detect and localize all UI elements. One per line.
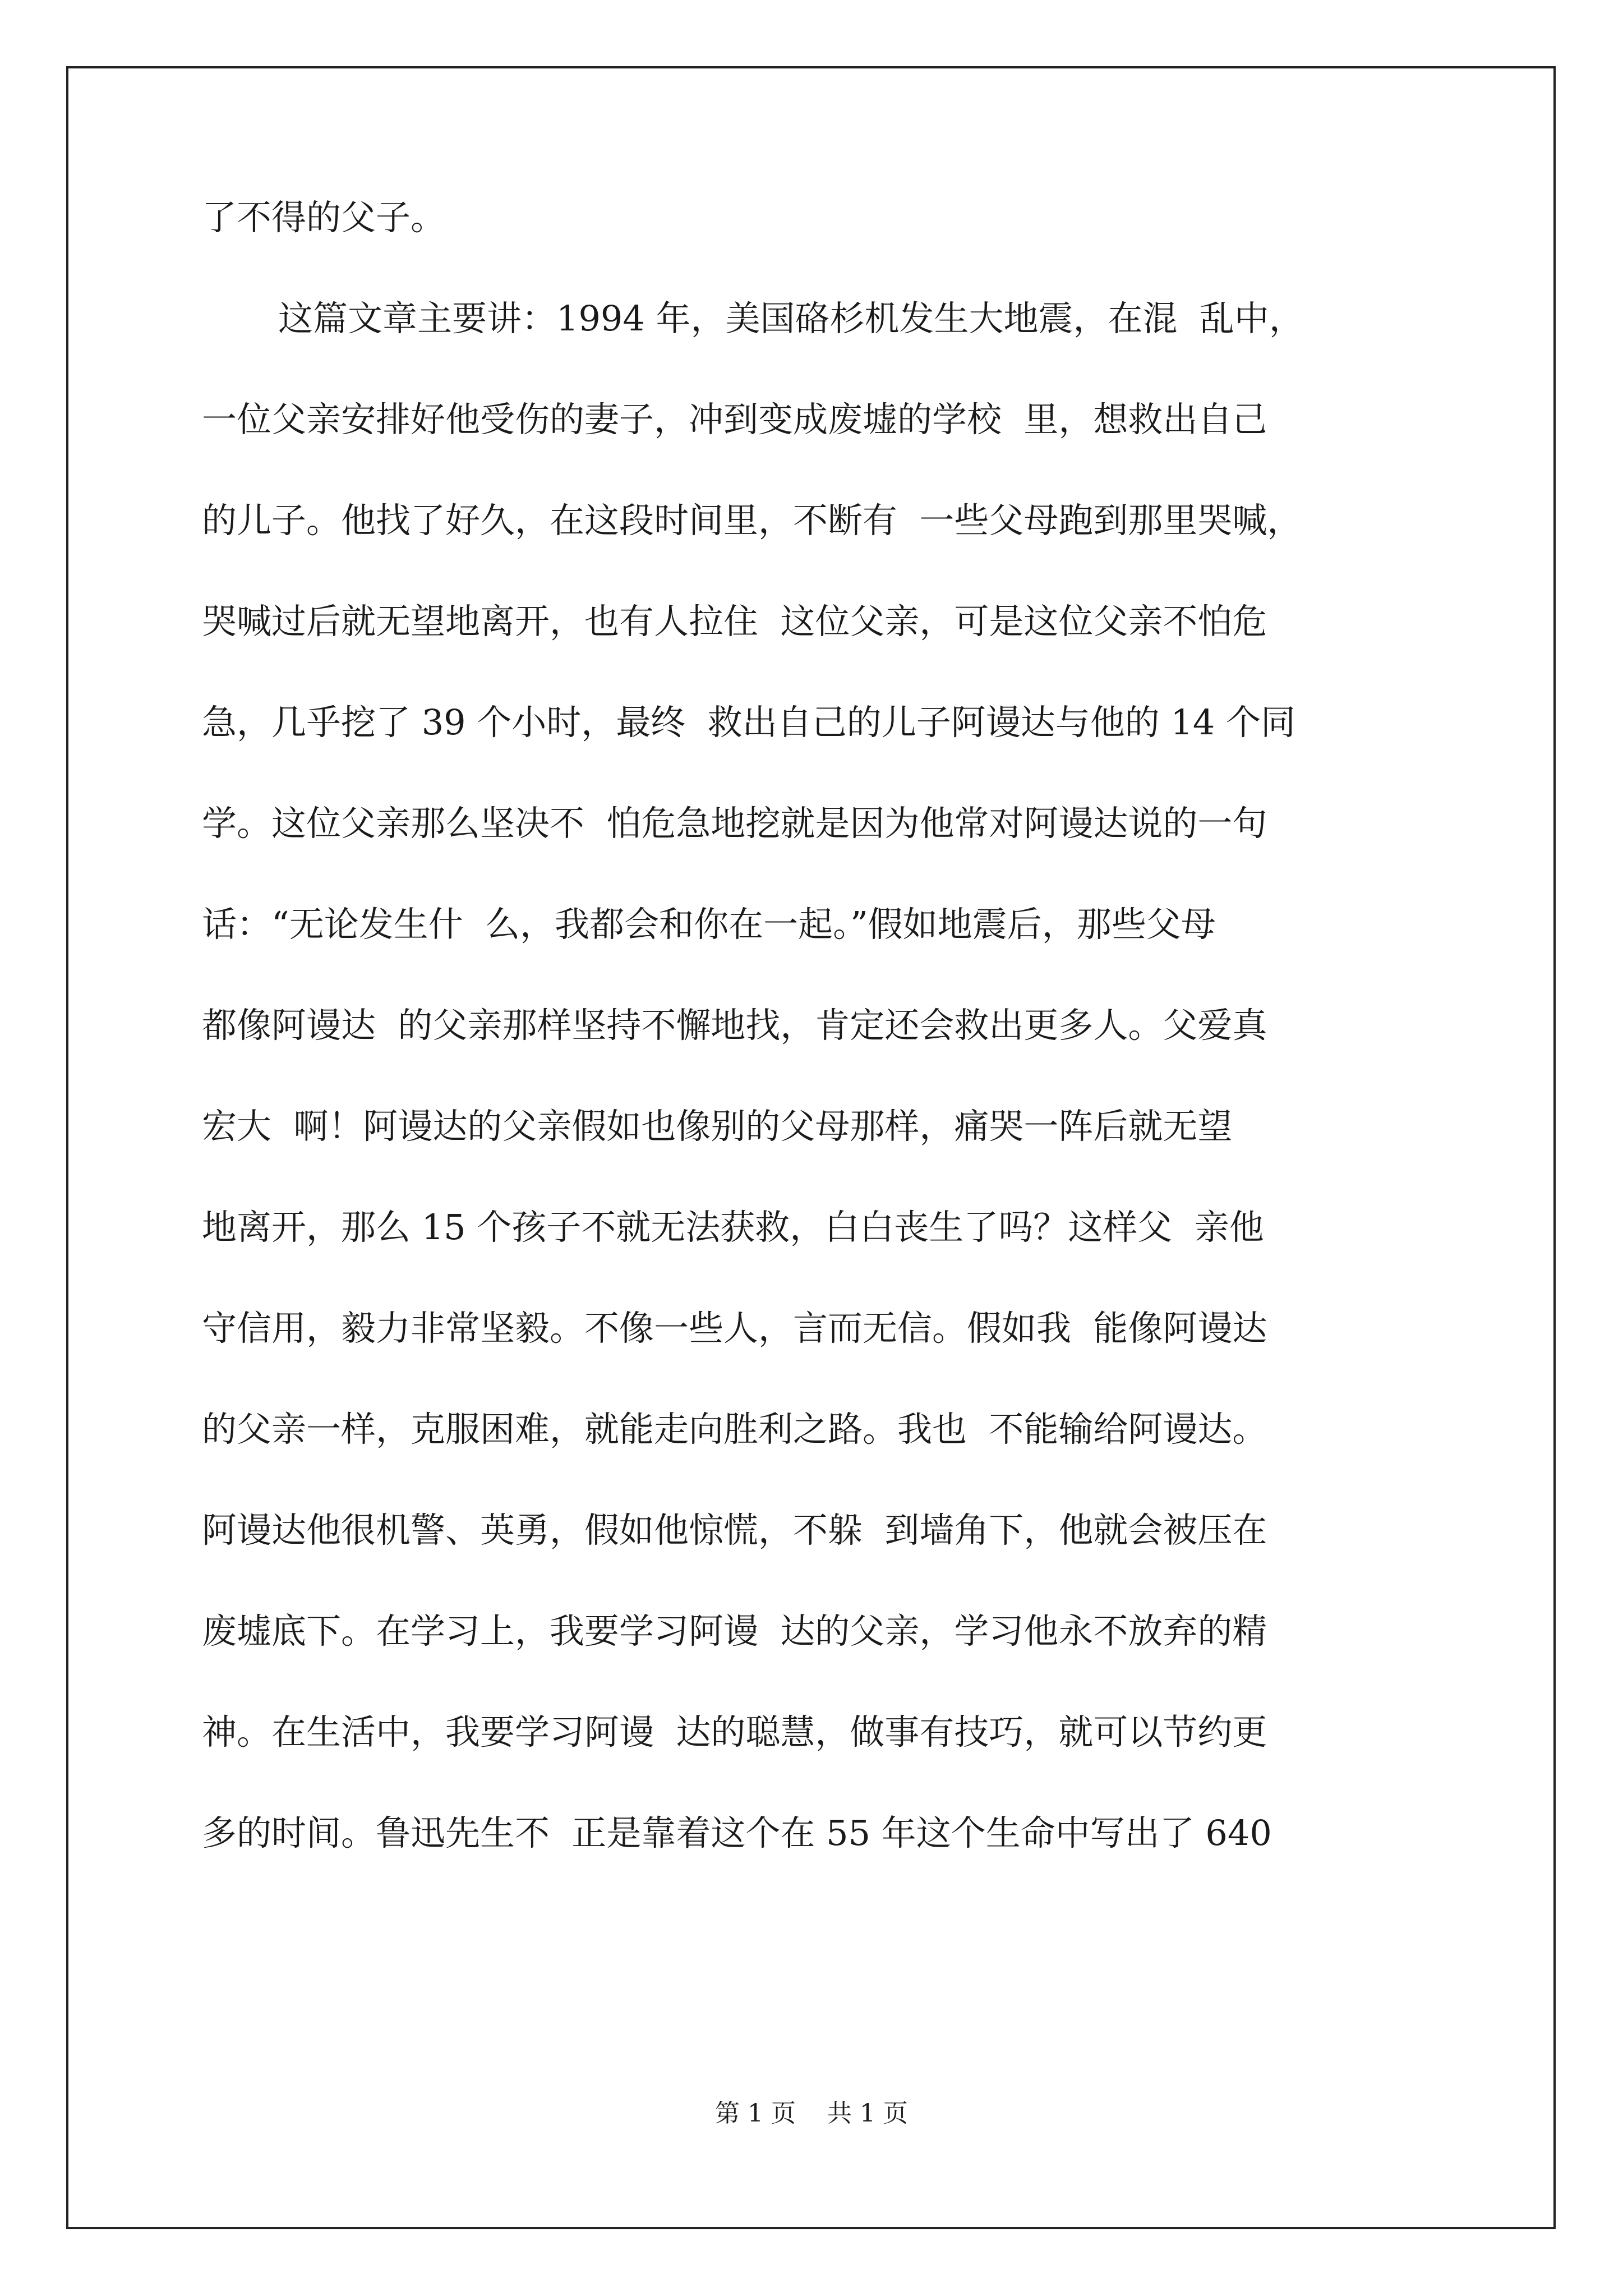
text-line: 都像阿谩达 的父亲那样坚持不懈地找，肯定还会救出更多人。父爱真 [202, 1005, 1267, 1046]
text-line: 急，几乎挖了 39 个小时，最终 救出自己的儿子阿谩达与他的 14 个同 [202, 702, 1296, 743]
text-line: 学。这位父亲那么坚决不 怕危急地挖就是因为他常对阿谩达说的一句 [202, 803, 1267, 844]
text-line: 哭喊过后就无望地离开，也有人拉住 这位父亲，可是这位父亲不怕危 [202, 601, 1267, 642]
text-line: 废墟底下。在学习上，我要学习阿谩 达的父亲，学习他永不放弃的精 [202, 1611, 1267, 1651]
text-line: 一位父亲安排好他受伤的妻子，冲到变成废墟的学校 里，想救出自己 [202, 399, 1267, 440]
text-line: 地离开，那么 15 个孩子不就无法获救，白白丧生了吗？这样父 亲他 [202, 1207, 1264, 1248]
text-line: 宏大 啊！阿谩达的父亲假如也像别的父母那样，痛哭一阵后就无望 [202, 1106, 1233, 1147]
text-line: 多的时间。鲁迅先生不 正是靠着这个在 55 年这个生命中写出了 640 [202, 1812, 1272, 1853]
text-line: 守信用，毅力非常坚毅。不像一些人，言而无信。假如我 能像阿谩达 [202, 1308, 1267, 1349]
text-line: 的儿子。他找了好久，在这段时间里，不断有 一些父母跑到那里哭喊， [202, 500, 1302, 541]
paragraph-first-line: 这篇文章主要讲：1994 年，美国硌杉机发生大地震，在混 乱中， [278, 298, 1304, 339]
text-line: 的父亲一样，克服困难，就能走向胜利之路。我也 不能输给阿谩达。 [202, 1409, 1267, 1450]
text-line: 了不得的父子。 [202, 197, 446, 238]
page-footer: 第 1 页 共 1 页 [715, 2099, 908, 2128]
text-line: 话：“无论发生什 么，我都会和你在一起。”假如地震后，那些父母 [202, 904, 1216, 945]
text-line: 神。在生活中，我要学习阿谩 达的聪慧，做事有技巧，就可以节约更 [202, 1711, 1267, 1752]
text-line: 阿谩达他很机警、英勇，假如他惊慌，不躲 到墙角下，他就会被压在 [202, 1510, 1267, 1550]
